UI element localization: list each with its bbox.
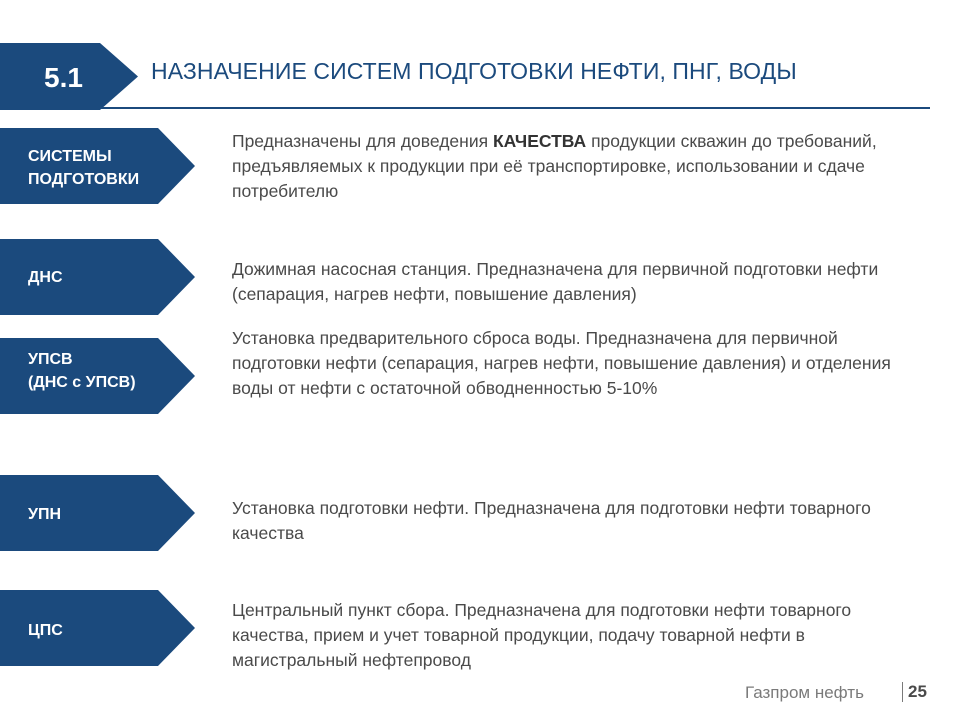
tag-upn-label: УПН — [28, 506, 62, 523]
desc-systems — [232, 129, 922, 204]
footer-separator — [902, 682, 903, 702]
title-divider — [100, 107, 930, 109]
desc-systems-bold: КАЧЕСТВА — [492, 131, 587, 151]
desc-upn: Установка подготовки нефти. Предназначена для подготовки нефти товарного качества — [232, 498, 871, 543]
desc-systems-part2: продукции скважин до требований, предъявляемых к продукции при её транспортировке, использовании и сдаче потребителю — [232, 131, 877, 201]
desc-upsv: Установка предварительного сброса воды. Предназначена для первичной подготовки нефти (сепарация, нагрев нефти, повышение давления) и отделения воды от нефти с остаточной обводненностью 5-10% — [232, 328, 891, 398]
tag-cps-label: ЦПС — [28, 622, 63, 639]
tag-upsv-label: УПСВ (ДНС с УПСВ) — [28, 351, 136, 391]
section-number: 5.1 — [44, 62, 83, 93]
desc-cps: Центральный пункт сбора. Предназначена для подготовки нефти товарного качества, прием и учет товарной продукции, подачу товарной нефти в магистральный нефтепровод — [232, 600, 852, 670]
footer-brand: Газпром нефть — [745, 683, 864, 702]
tag-systems-label: СИСТЕМЫ ПОДГОТОВКИ — [28, 148, 140, 188]
page-number: 25 — [908, 682, 927, 701]
slide-title: НАЗНАЧЕНИЕ СИСТЕМ ПОДГОТОВКИ НЕФТИ, ПНГ, ВОДЫ — [151, 58, 797, 84]
tag-dns-label: ДНС — [28, 269, 63, 286]
desc-dns: Дожимная насосная станция. Предназначена для первичной подготовки нефти (сепарация, нагрев нефти, повышение давления) — [232, 259, 879, 304]
desc-systems-part1: Предназначены для доведения — [232, 131, 493, 151]
